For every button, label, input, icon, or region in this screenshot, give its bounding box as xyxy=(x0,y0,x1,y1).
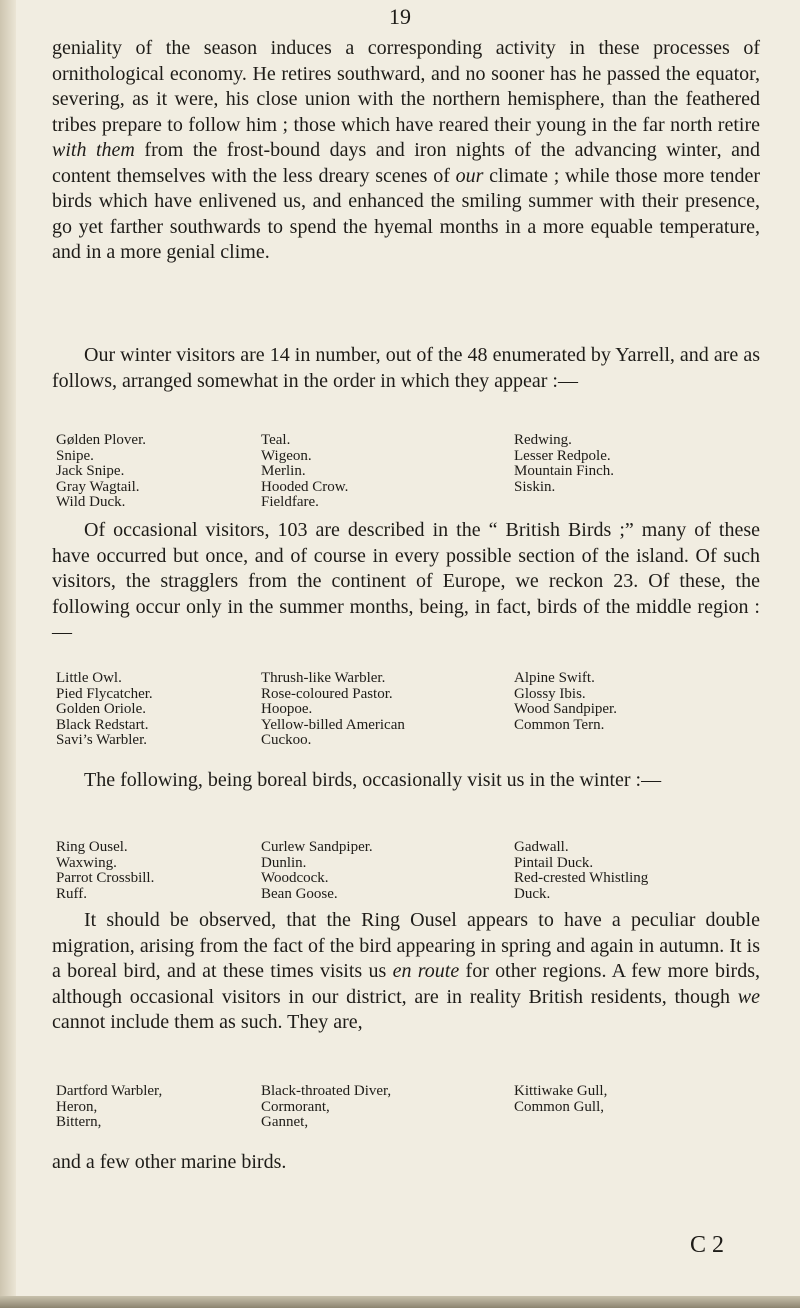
list-item: Cormorant, xyxy=(261,1098,330,1115)
list-item: Yellow-billed American xyxy=(261,716,405,733)
list-item: Common Gull, xyxy=(514,1098,605,1115)
list-item: Rose-coloured Pastor. xyxy=(261,685,393,702)
list-item: Pied Flycatcher. xyxy=(56,685,153,702)
paragraph-5: It should be observed, that the Ring Ousel appears to have a peculiar double migration, arising from the fact of the bird appearing in spring and again in autumn. It is a boreal bird, and at these times visits us en route for other regions. A few more birds, although occasional visitors in our district, are in reality British residents, though we cannot include them as such. They are, xyxy=(52,909,760,1033)
paragraph-1: geniality of the season induces a corresponding activity in these processes of ornithological economy. He retires southward, and no sooner has he passed the equator, severing, as it were, his close union with the northern hemisphere, than the feathered tribes prepare to follow him ; those which have reared their young in the far north retire with them from the frost-bound days and iron nights of the advancing winter, and content themselves with the less dreary scenes of our climate ; while those more tender birds which have enlivened us, and enhanced the smiling summer with their presence, go yet farther southwards to spend the hyemal months in a more equable temperature, and in a more genial clime. xyxy=(52,37,760,263)
list-item: Snipe. xyxy=(56,447,94,464)
list-item: Black-throated Diver, xyxy=(261,1083,392,1099)
list-item: Hooded Crow. xyxy=(261,478,349,495)
list-item: Hoopoe. xyxy=(261,701,313,717)
paragraph-3: Of occasional visitors, 103 are described in the “ British Birds ;” many of these have occurred but once, and of course in every possible section of the island. Of such visitors, the stragglers from the continent of Europe, we reckon 23. Of these, the following occur only in the summer months, being, in fact, birds of the middle region :— xyxy=(52,519,760,643)
paragraph-2: Our winter visitors are 14 in number, out of the 48 enumerated by Yarrell, and are as follows, arranged somewhat in the order in which they appear :— xyxy=(52,344,760,392)
list-item: Cuckoo. xyxy=(261,732,312,748)
list-item: Dunlin. xyxy=(261,854,307,871)
list-item: Siskin. xyxy=(514,478,556,495)
list-item: Wood Sandpiper. xyxy=(514,701,617,717)
list-item: Dartford Warbler, xyxy=(56,1083,163,1099)
list-item: Black Redstart. xyxy=(56,716,149,733)
list-item: Bean Goose. xyxy=(261,885,338,902)
list-item: Wigeon. xyxy=(261,447,312,464)
list-item: Teal. xyxy=(261,432,291,448)
bottom-scan-edge xyxy=(0,1296,800,1308)
list-item: Curlew Sandpiper. xyxy=(261,839,373,855)
list-item: Gray Wagtail. xyxy=(56,478,140,495)
list-item: Golden Oriole. xyxy=(56,701,146,717)
list-item: Kittiwake Gull, xyxy=(514,1083,608,1099)
paragraph-4: The following, being boreal birds, occasionally visit us in the winter :— xyxy=(84,769,662,791)
list-item: Heron, xyxy=(56,1098,98,1115)
paragraph-6: and a few other marine birds. xyxy=(52,1151,287,1173)
list-item: Gadwall. xyxy=(514,839,569,855)
list-item: Savi’s Warbler. xyxy=(56,732,148,748)
signature-mark: C 2 xyxy=(690,1232,725,1258)
list-item: Waxwing. xyxy=(56,854,117,871)
list-item: Redwing. xyxy=(514,432,572,448)
list-item: Gannet, xyxy=(261,1114,309,1130)
list-item: Glossy Ibis. xyxy=(514,685,586,702)
list-item: Little Owl. xyxy=(56,670,122,686)
page-number: 19 xyxy=(389,4,411,29)
list-item: Lesser Redpole. xyxy=(514,447,611,464)
list-item: Bittern, xyxy=(56,1114,102,1130)
list-item: Fieldfare. xyxy=(261,494,319,510)
list-item: Duck. xyxy=(514,885,551,902)
page-edge-shadow xyxy=(0,0,16,1308)
list-item: Ruff. xyxy=(56,885,87,902)
list-item: Thrush-like Warbler. xyxy=(261,670,386,686)
list-item: Pintail Duck. xyxy=(514,854,594,871)
list-item: Red-crested Whistling xyxy=(514,870,649,886)
list-item: Wild Duck. xyxy=(56,494,126,510)
list-item: Merlin. xyxy=(261,463,306,479)
list-item: Ring Ousel. xyxy=(56,839,128,855)
list-item: Alpine Swift. xyxy=(514,670,595,686)
list-item: Parrot Crossbill. xyxy=(56,870,155,886)
list-item: Gølden Plover. xyxy=(56,432,146,448)
list-item: Mountain Finch. xyxy=(514,463,614,479)
list-item: Woodcock. xyxy=(261,870,329,886)
list-item: Jack Snipe. xyxy=(56,463,125,479)
list-item: Common Tern. xyxy=(514,716,605,733)
